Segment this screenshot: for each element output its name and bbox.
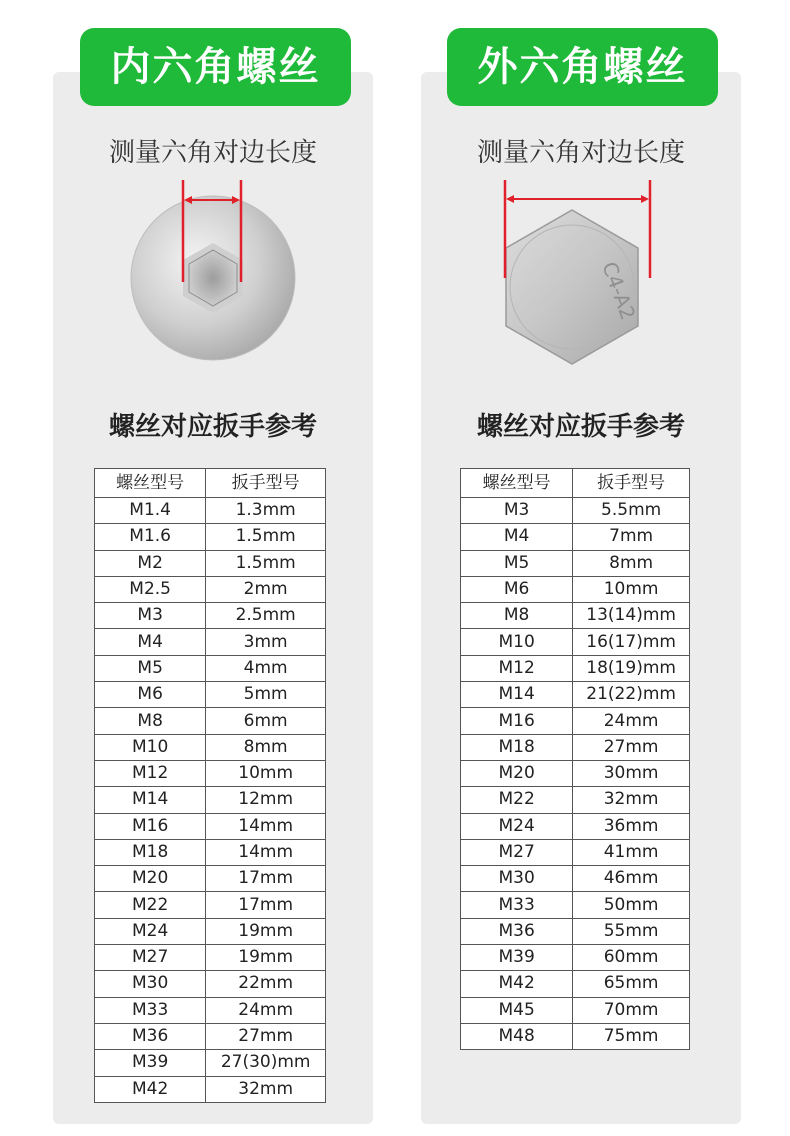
- wrench-size-cell: 50mm: [573, 892, 690, 918]
- table-row: [95, 997, 326, 1023]
- wrench-size-cell: 1.3mm: [206, 498, 326, 524]
- screw-size-cell: M3: [95, 603, 206, 629]
- wrench-size-cell: 17mm: [206, 892, 326, 918]
- screw-size-cell: M20: [461, 760, 573, 786]
- table-row: [461, 576, 690, 602]
- table-row: [95, 892, 326, 918]
- table-row: [461, 866, 690, 892]
- table-row: [95, 1076, 326, 1102]
- wrench-size-cell: 5.5mm: [573, 498, 690, 524]
- table-row: [461, 682, 690, 708]
- wrench-size-cell: 13(14)mm: [573, 603, 690, 629]
- wrench-size-cell: 60mm: [573, 945, 690, 971]
- wrench-size-cell: 55mm: [573, 918, 690, 944]
- screw-size-cell: M8: [461, 603, 573, 629]
- screw-size-cell: M5: [95, 655, 206, 681]
- screw-size-cell: M42: [95, 1076, 206, 1102]
- screw-size-cell: M1.6: [95, 524, 206, 550]
- screw-size-cell: M2: [95, 550, 206, 576]
- wrench-size-cell: 1.5mm: [206, 524, 326, 550]
- screw-size-cell: M36: [461, 918, 573, 944]
- table-row: [95, 839, 326, 865]
- hex-measure-label: 测量六角对边长度: [476, 138, 685, 168]
- table-row: [95, 550, 326, 576]
- wrench-size-cell: 65mm: [573, 971, 690, 997]
- wrench-size-cell: 41mm: [573, 839, 690, 865]
- screw-size-cell: M20: [95, 866, 206, 892]
- table-row: [461, 760, 690, 786]
- table-row: [95, 760, 326, 786]
- table-row: [461, 708, 690, 734]
- table-row: [95, 971, 326, 997]
- screw-size-cell: M22: [461, 787, 573, 813]
- table-row: [95, 498, 326, 524]
- screw-size-cell: M6: [461, 576, 573, 602]
- wrench-size-cell: 2.5mm: [206, 603, 326, 629]
- header-screw-size: 螺丝型号: [95, 469, 206, 498]
- screw-size-cell: M22: [95, 892, 206, 918]
- table-row: [95, 708, 326, 734]
- table-row: [461, 498, 690, 524]
- table-row: [461, 787, 690, 813]
- wrench-size-cell: 4mm: [206, 655, 326, 681]
- wrench-size-cell: 12mm: [206, 787, 326, 813]
- wrench-size-cell: 30mm: [573, 760, 690, 786]
- wrench-size-cell: 14mm: [206, 813, 326, 839]
- table-row: [461, 813, 690, 839]
- screw-size-cell: M8: [95, 708, 206, 734]
- wrench-size-cell: 8mm: [573, 550, 690, 576]
- header-wrench-size: 扳手型号: [206, 469, 326, 498]
- screw-size-cell: M2.5: [95, 576, 206, 602]
- screw-size-cell: M10: [461, 629, 573, 655]
- wrench-size-cell: 17mm: [206, 866, 326, 892]
- table-row: [461, 655, 690, 681]
- wrench-size-cell: 24mm: [573, 708, 690, 734]
- table-row: [95, 655, 326, 681]
- table-row: [461, 945, 690, 971]
- wrench-size-cell: 46mm: [573, 866, 690, 892]
- arrow-head-right: [641, 195, 649, 203]
- table-row: [461, 997, 690, 1023]
- screw-size-cell: M48: [461, 1023, 573, 1049]
- wrench-size-cell: 27mm: [573, 734, 690, 760]
- table-row: [95, 1050, 326, 1076]
- table-row: [461, 918, 690, 944]
- screw-size-cell: M27: [95, 945, 206, 971]
- table-row: [95, 945, 326, 971]
- table-row: [461, 892, 690, 918]
- wrench-size-cell: 36mm: [573, 813, 690, 839]
- wrench-size-cell: 8mm: [206, 734, 326, 760]
- socket-screw-illustration: [120, 170, 320, 370]
- wrench-size-cell: 21(22)mm: [573, 682, 690, 708]
- table-row: [95, 524, 326, 550]
- screw-size-cell: M18: [461, 734, 573, 760]
- table-row: [461, 971, 690, 997]
- screw-size-cell: M4: [95, 629, 206, 655]
- hex-bolt-illustration: [490, 170, 670, 380]
- wrench-size-cell: 19mm: [206, 945, 326, 971]
- table-row: [95, 629, 326, 655]
- table-row: [461, 734, 690, 760]
- screw-size-cell: M30: [95, 971, 206, 997]
- screw-size-cell: M10: [95, 734, 206, 760]
- screw-size-cell: M30: [461, 866, 573, 892]
- screw-size-cell: M42: [461, 971, 573, 997]
- wrench-size-cell: 32mm: [206, 1076, 326, 1102]
- table-row: [95, 813, 326, 839]
- table-row: [95, 576, 326, 602]
- screw-size-cell: M27: [461, 839, 573, 865]
- screw-size-cell: M4: [461, 524, 573, 550]
- screw-size-cell: M5: [461, 550, 573, 576]
- screw-size-cell: M33: [461, 892, 573, 918]
- screw-size-cell: M14: [95, 787, 206, 813]
- wrench-size-cell: 27mm: [206, 1023, 326, 1049]
- screw-size-cell: M24: [95, 918, 206, 944]
- bolt-marking: C4-A2: [597, 258, 641, 323]
- screw-size-cell: M3: [461, 498, 573, 524]
- wrench-size-cell: 5mm: [206, 682, 326, 708]
- wrench-size-cell: 19mm: [206, 918, 326, 944]
- socket-screw-title: 内六角螺丝: [80, 28, 351, 106]
- wrench-size-cell: 70mm: [573, 997, 690, 1023]
- screw-size-cell: M45: [461, 997, 573, 1023]
- hex-bolt-title: 外六角螺丝: [447, 28, 718, 106]
- table-row: [95, 603, 326, 629]
- screw-size-cell: M36: [95, 1023, 206, 1049]
- wrench-size-cell: 22mm: [206, 971, 326, 997]
- screw-size-cell: M14: [461, 682, 573, 708]
- header-screw-size: 螺丝型号: [461, 469, 573, 498]
- wrench-size-cell: 27(30)mm: [206, 1050, 326, 1076]
- screw-size-cell: M18: [95, 839, 206, 865]
- hex-wrench-table: [460, 468, 690, 1050]
- wrench-size-cell: 24mm: [206, 997, 326, 1023]
- wrench-size-cell: 14mm: [206, 839, 326, 865]
- table-header-row: [95, 469, 326, 498]
- wrench-size-cell: 16(17)mm: [573, 629, 690, 655]
- wrench-size-cell: 75mm: [573, 1023, 690, 1049]
- screw-size-cell: M6: [95, 682, 206, 708]
- screw-size-cell: M39: [95, 1050, 206, 1076]
- wrench-size-cell: 2mm: [206, 576, 326, 602]
- screw-size-cell: M1.4: [95, 498, 206, 524]
- screw-size-cell: M12: [461, 655, 573, 681]
- socket-ref-label: 螺丝对应扳手参考: [108, 412, 317, 442]
- screw-size-cell: M16: [461, 708, 573, 734]
- socket-wrench-table: [94, 468, 326, 1103]
- screw-size-cell: M33: [95, 997, 206, 1023]
- table-row: [95, 1023, 326, 1049]
- socket-measure-label: 测量六角对边长度: [108, 138, 317, 168]
- table-row: [95, 787, 326, 813]
- screw-size-cell: M12: [95, 760, 206, 786]
- wrench-size-cell: 1.5mm: [206, 550, 326, 576]
- arrow-head-left: [506, 195, 514, 203]
- header-wrench-size: 扳手型号: [573, 469, 690, 498]
- table-row: [461, 839, 690, 865]
- screw-size-cell: M39: [461, 945, 573, 971]
- screw-size-cell: M16: [95, 813, 206, 839]
- table-row: [95, 734, 326, 760]
- table-row: [461, 524, 690, 550]
- wrench-size-cell: 10mm: [573, 576, 690, 602]
- table-header-row: [461, 469, 690, 498]
- hex-ref-label: 螺丝对应扳手参考: [476, 412, 685, 442]
- wrench-size-cell: 18(19)mm: [573, 655, 690, 681]
- wrench-size-cell: 6mm: [206, 708, 326, 734]
- table-row: [95, 866, 326, 892]
- table-row: [95, 682, 326, 708]
- table-row: [461, 1023, 690, 1049]
- wrench-size-cell: 7mm: [573, 524, 690, 550]
- table-row: [461, 629, 690, 655]
- table-row: [461, 550, 690, 576]
- wrench-size-cell: 10mm: [206, 760, 326, 786]
- table-row: [461, 603, 690, 629]
- table-row: [95, 918, 326, 944]
- screw-size-cell: M24: [461, 813, 573, 839]
- wrench-size-cell: 3mm: [206, 629, 326, 655]
- wrench-size-cell: 32mm: [573, 787, 690, 813]
